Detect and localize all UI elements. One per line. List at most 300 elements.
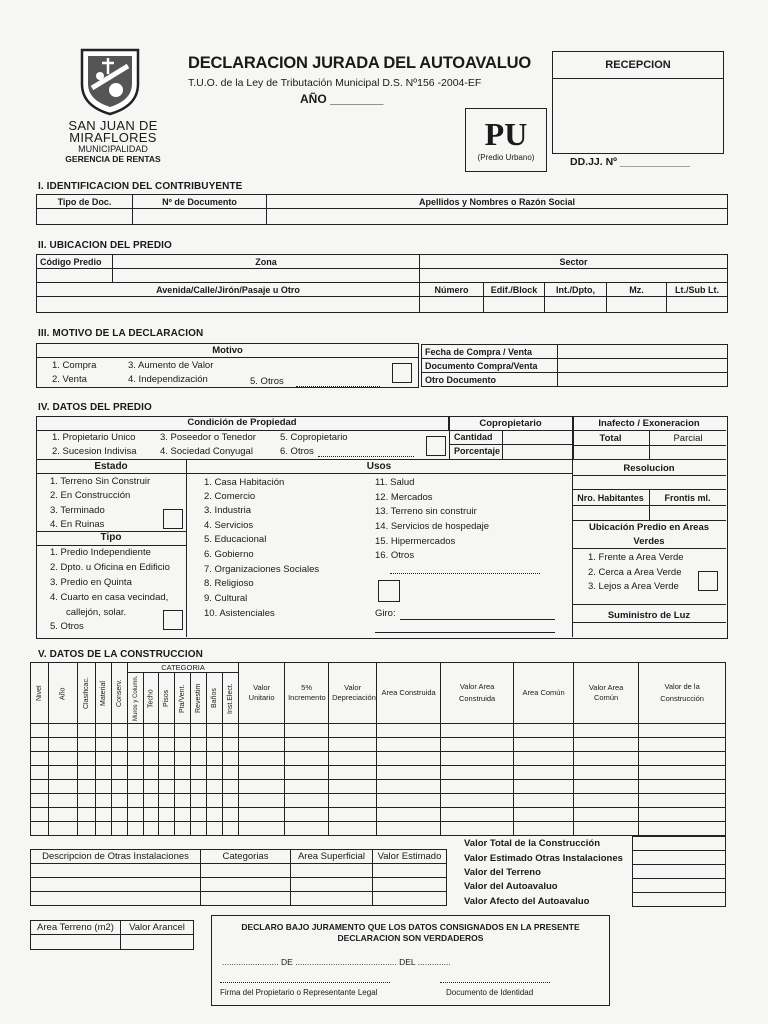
- pu-description: (Predio Urbano): [477, 153, 535, 162]
- inst-header: Inst.Elect.: [223, 673, 239, 724]
- construction-cell[interactable]: [49, 752, 78, 766]
- construction-cell[interactable]: [78, 794, 96, 808]
- ddjj-number[interactable]: DD.JJ. Nº ____________: [570, 156, 691, 168]
- construction-cell[interactable]: [207, 766, 223, 780]
- construction-cell[interactable]: [31, 794, 49, 808]
- zona-input[interactable]: [113, 269, 420, 283]
- construction-cell[interactable]: [49, 808, 78, 822]
- construction-cell[interactable]: [377, 794, 441, 808]
- oi-input[interactable]: [291, 878, 373, 892]
- table-row: [31, 752, 726, 766]
- construction-cell[interactable]: [175, 738, 191, 752]
- fecha-label: Fecha de Compra / Venta: [422, 345, 558, 359]
- cod-predio-input[interactable]: [37, 269, 113, 283]
- construction-cell[interactable]: [207, 780, 223, 794]
- construction-cell[interactable]: [112, 794, 128, 808]
- pisos-header: Pisos: [159, 673, 175, 724]
- construction-cell[interactable]: [514, 766, 574, 780]
- construction-cell[interactable]: [159, 766, 175, 780]
- int-input[interactable]: [545, 297, 607, 313]
- construction-cell[interactable]: [191, 752, 207, 766]
- total-otras-input[interactable]: [633, 851, 726, 865]
- declaration-text-2: DECLARACION SON VERDADEROS: [337, 933, 484, 943]
- construction-cell[interactable]: [441, 724, 514, 738]
- construction-cell[interactable]: [239, 822, 285, 836]
- construction-cell[interactable]: [175, 780, 191, 794]
- construction-cell[interactable]: [78, 822, 96, 836]
- construction-cell[interactable]: [574, 780, 639, 794]
- construction-cell[interactable]: [175, 794, 191, 808]
- construction-cell[interactable]: [514, 794, 574, 808]
- table-row: [31, 738, 726, 752]
- logo-line-4: GERENCIA DE RENTAS: [65, 154, 161, 164]
- construction-cell[interactable]: [223, 752, 239, 766]
- land-table: [30, 920, 194, 950]
- pu-box: [465, 108, 547, 172]
- numero-input[interactable]: [420, 297, 484, 313]
- construction-cell[interactable]: [128, 808, 144, 822]
- usos-option-2: 2. Comercio: [204, 491, 256, 502]
- mz-header: Mz.: [607, 283, 667, 297]
- tipo-option-1: 1. Predio Independiente: [50, 547, 151, 558]
- construction-cell[interactable]: [159, 808, 175, 822]
- construction-cell[interactable]: [49, 794, 78, 808]
- construction-cell[interactable]: [31, 752, 49, 766]
- construction-cell[interactable]: [159, 794, 175, 808]
- construction-cell[interactable]: [144, 808, 159, 822]
- construction-cell[interactable]: [514, 780, 574, 794]
- construction-cell[interactable]: [639, 822, 726, 836]
- construction-cell[interactable]: [191, 794, 207, 808]
- condicion-option-3: 3. Poseedor o Tenedor: [160, 432, 256, 443]
- usos-option-5: 5. Educacional: [204, 534, 267, 545]
- total-autoavaluo-input[interactable]: [633, 879, 726, 893]
- muros-header: Muros y Column.: [128, 673, 144, 724]
- area-terreno-input[interactable]: [31, 935, 121, 950]
- construction-cell[interactable]: [128, 780, 144, 794]
- construction-cell[interactable]: [441, 752, 514, 766]
- construction-cell[interactable]: [239, 794, 285, 808]
- construction-cell[interactable]: [175, 808, 191, 822]
- otro-doc-label: Otro Documento: [422, 373, 558, 387]
- construction-cell[interactable]: [239, 766, 285, 780]
- oi-input[interactable]: [373, 864, 447, 878]
- usos-checkbox[interactable]: [378, 580, 400, 602]
- verde-option-2: 2. Cerca a Area Verde: [588, 567, 682, 578]
- avenida-input[interactable]: [37, 297, 420, 313]
- construction-cell[interactable]: [112, 808, 128, 822]
- oi-input[interactable]: [201, 864, 291, 878]
- sector-input[interactable]: [420, 269, 728, 283]
- motivo-checkbox[interactable]: [392, 363, 412, 383]
- construction-cell[interactable]: [285, 780, 329, 794]
- declaration-date-line[interactable]: ........................ DE ........................................... DEL ..............: [222, 957, 451, 967]
- puertas-header: Pta/Vent.: [175, 673, 191, 724]
- construction-cell[interactable]: [329, 752, 377, 766]
- construction-cell[interactable]: [159, 724, 175, 738]
- oi-input[interactable]: [373, 892, 447, 906]
- clasif-header: Clasificac.: [78, 663, 96, 724]
- cantidad-label: Cantidad: [454, 432, 493, 442]
- construction-cell[interactable]: [441, 822, 514, 836]
- estado-checkbox[interactable]: [163, 509, 183, 529]
- total-afecto-input[interactable]: [633, 893, 726, 907]
- construction-cell[interactable]: [285, 808, 329, 822]
- habitantes-input[interactable]: [573, 506, 648, 519]
- construction-cell[interactable]: [207, 822, 223, 836]
- construction-cell[interactable]: [144, 738, 159, 752]
- construction-cell[interactable]: [377, 780, 441, 794]
- construction-cell[interactable]: [329, 794, 377, 808]
- luz-input[interactable]: [573, 623, 725, 636]
- construction-cell[interactable]: [112, 738, 128, 752]
- ubicacion-header-1: Ubicación Predio en Areas: [588, 522, 710, 533]
- reception-label: RECEPCION: [605, 59, 671, 71]
- construction-cell[interactable]: [574, 808, 639, 822]
- construction-cell[interactable]: [329, 808, 377, 822]
- construction-cell[interactable]: [31, 738, 49, 752]
- usos-option-6: 6. Gobierno: [204, 549, 254, 560]
- doc-type-header: Tipo de Doc.: [37, 195, 133, 209]
- construction-cell[interactable]: [514, 738, 574, 752]
- construction-cell[interactable]: [639, 766, 726, 780]
- usos-option-13: 13. Terreno sin construir: [375, 506, 477, 517]
- usos-option-1: 1. Casa Habitación: [204, 477, 285, 488]
- construction-cell[interactable]: [191, 738, 207, 752]
- construction-cell[interactable]: [96, 738, 112, 752]
- construction-cell[interactable]: [574, 752, 639, 766]
- valor-area-construida-header: Valor Area Construida: [441, 663, 514, 724]
- construction-cell[interactable]: [96, 724, 112, 738]
- verde-checkbox[interactable]: [698, 571, 718, 591]
- construction-cell[interactable]: [175, 766, 191, 780]
- construction-cell[interactable]: [112, 780, 128, 794]
- incremento-header: 5% Incremento: [285, 663, 329, 724]
- doc-number-header: Nº de Documento: [133, 195, 267, 209]
- reception-box: [552, 51, 724, 154]
- resolucion-input[interactable]: [573, 476, 725, 488]
- construction-cell[interactable]: [96, 822, 112, 836]
- construction-cell[interactable]: [159, 738, 175, 752]
- construction-cell[interactable]: [207, 738, 223, 752]
- construction-cell[interactable]: [441, 780, 514, 794]
- construction-cell[interactable]: [78, 724, 96, 738]
- construction-cell[interactable]: [574, 724, 639, 738]
- construction-cell[interactable]: [49, 766, 78, 780]
- motivo-header: Motivo: [37, 344, 418, 358]
- giro-input[interactable]: [400, 619, 555, 620]
- construction-cell[interactable]: [377, 808, 441, 822]
- tipo-header: Tipo: [100, 532, 122, 543]
- porcentaje-input[interactable]: [503, 445, 571, 458]
- construction-cell[interactable]: [49, 780, 78, 794]
- usos-option-12: 12. Mercados: [375, 492, 433, 503]
- total-construccion-label: Valor Total de la Construcción: [464, 838, 601, 849]
- construction-cell[interactable]: [285, 766, 329, 780]
- construction-cell[interactable]: [639, 752, 726, 766]
- usos-option-15: 15. Hipermercados: [375, 536, 456, 547]
- usos-option-7: 7. Organizaciones Sociales: [204, 564, 320, 575]
- construction-cell[interactable]: [112, 724, 128, 738]
- construction-cell[interactable]: [159, 822, 175, 836]
- motivo-option-2: 2. Venta: [52, 374, 87, 385]
- construction-cell[interactable]: [159, 780, 175, 794]
- construction-cell[interactable]: [441, 794, 514, 808]
- porcentaje-label: Porcentaje: [454, 446, 501, 456]
- construction-cell[interactable]: [223, 822, 239, 836]
- usos-option-8: 8. Religioso: [204, 578, 254, 589]
- construction-cell[interactable]: [49, 822, 78, 836]
- construction-cell[interactable]: [31, 724, 49, 738]
- construction-cell[interactable]: [514, 808, 574, 822]
- construction-cell[interactable]: [31, 808, 49, 822]
- construction-cell[interactable]: [441, 766, 514, 780]
- oi-input[interactable]: [291, 864, 373, 878]
- estado-option-4: 4. En Ruinas: [50, 519, 105, 530]
- nivel-header: Nivel: [31, 663, 49, 724]
- construction-cell[interactable]: [207, 752, 223, 766]
- categoria-header: CATEGORIA: [128, 663, 239, 673]
- logo-line-3: MUNICIPALIDAD: [78, 144, 148, 154]
- year-field[interactable]: AÑO ________: [300, 92, 384, 106]
- construction-cell[interactable]: [223, 724, 239, 738]
- construction-cell[interactable]: [377, 752, 441, 766]
- cantidad-input[interactable]: [503, 431, 571, 443]
- construction-cell[interactable]: [96, 780, 112, 794]
- condicion-option-5: 5. Copropietario: [280, 432, 348, 443]
- condicion-option-2: 2. Sucesion Indivisa: [52, 446, 137, 457]
- construction-cell[interactable]: [78, 738, 96, 752]
- valor-construccion-header: Valor de la Construcción: [639, 663, 726, 724]
- construction-cell[interactable]: [112, 822, 128, 836]
- construction-cell[interactable]: [239, 752, 285, 766]
- construction-cell[interactable]: [639, 780, 726, 794]
- motivo-option-5: 5. Otros: [250, 376, 284, 387]
- mz-input[interactable]: [607, 297, 667, 313]
- usos-option-4: 4. Servicios: [204, 520, 254, 531]
- oi-desc-header: Descripcion de Otras Instalaciones: [31, 850, 201, 864]
- construction-cell[interactable]: [377, 822, 441, 836]
- construction-cell[interactable]: [128, 724, 144, 738]
- construction-cell[interactable]: [377, 766, 441, 780]
- construction-cell[interactable]: [639, 808, 726, 822]
- construction-cell[interactable]: [285, 724, 329, 738]
- construction-cell[interactable]: [574, 738, 639, 752]
- area-terreno-header: Area Terreno (m2): [31, 921, 121, 935]
- edif-header: Edif./Block: [484, 283, 545, 297]
- zona-header: Zona: [113, 255, 420, 269]
- construction-cell[interactable]: [329, 724, 377, 738]
- construction-cell[interactable]: [144, 724, 159, 738]
- construction-cell[interactable]: [514, 822, 574, 836]
- construction-cell[interactable]: [377, 738, 441, 752]
- condicion-checkbox[interactable]: [426, 436, 446, 456]
- frontis-label: Frontis ml.: [664, 493, 711, 503]
- construction-cell[interactable]: [78, 766, 96, 780]
- total-input[interactable]: [573, 446, 648, 458]
- frontis-input[interactable]: [650, 506, 725, 519]
- fecha-input[interactable]: [558, 345, 728, 359]
- construction-cell[interactable]: [128, 822, 144, 836]
- construction-cell[interactable]: [144, 752, 159, 766]
- construction-cell[interactable]: [49, 724, 78, 738]
- construction-cell[interactable]: [285, 752, 329, 766]
- construction-cell[interactable]: [514, 752, 574, 766]
- construction-cell[interactable]: [574, 766, 639, 780]
- construction-cell[interactable]: [175, 724, 191, 738]
- area-comun-header: Area Común: [514, 663, 574, 724]
- construction-cell[interactable]: [239, 808, 285, 822]
- construction-cell[interactable]: [78, 808, 96, 822]
- construction-cell[interactable]: [159, 752, 175, 766]
- form-subtitle: T.U.O. de la Ley de Tributación Municipal D.S. Nº156 -2004-EF: [188, 77, 482, 89]
- table-row: [31, 794, 726, 808]
- construction-cell[interactable]: [191, 822, 207, 836]
- construction-cell[interactable]: [239, 738, 285, 752]
- oi-input[interactable]: [31, 878, 201, 892]
- construction-cell[interactable]: [441, 808, 514, 822]
- section-4-title: IV. DATOS DEL PREDIO: [38, 402, 152, 413]
- oi-input[interactable]: [291, 892, 373, 906]
- construction-cell[interactable]: [191, 724, 207, 738]
- construction-cell[interactable]: [574, 822, 639, 836]
- construction-cell[interactable]: [223, 780, 239, 794]
- construction-cell[interactable]: [329, 780, 377, 794]
- section-5-title: V. DATOS DE LA CONSTRUCCION: [38, 649, 203, 660]
- total-autoavaluo-label: Valor del Autoavaluo: [464, 881, 558, 892]
- other-installations-table: [30, 849, 447, 906]
- oi-input[interactable]: [31, 892, 201, 906]
- construction-cell[interactable]: [144, 794, 159, 808]
- doc-type-input[interactable]: [37, 209, 133, 225]
- construction-cell[interactable]: [441, 738, 514, 752]
- construction-cell[interactable]: [144, 780, 159, 794]
- construction-cell[interactable]: [49, 738, 78, 752]
- construction-cell[interactable]: [144, 822, 159, 836]
- form-title: DECLARACION JURADA DEL AUTOAVALUO: [188, 54, 531, 72]
- doc-number-input[interactable]: [133, 209, 267, 225]
- motivo-option-4: 4. Independización: [128, 374, 208, 385]
- construction-cell[interactable]: [128, 738, 144, 752]
- construction-cell[interactable]: [377, 724, 441, 738]
- oi-input[interactable]: [201, 878, 291, 892]
- construction-cell[interactable]: [175, 752, 191, 766]
- revest-header: Revestim: [191, 673, 207, 724]
- construction-cell[interactable]: [207, 808, 223, 822]
- construction-cell[interactable]: [207, 794, 223, 808]
- construction-cell[interactable]: [514, 724, 574, 738]
- oi-val-header: Valor Estimado: [373, 850, 447, 864]
- cod-predio-header: Código Predio: [37, 255, 113, 269]
- verde-option-3: 3. Lejos a Area Verde: [588, 581, 679, 592]
- construction-cell[interactable]: [78, 780, 96, 794]
- total-label: Total: [599, 433, 622, 444]
- anio-header: Año: [49, 663, 78, 724]
- oi-input[interactable]: [31, 864, 201, 878]
- construction-cell[interactable]: [96, 794, 112, 808]
- construction-cell[interactable]: [96, 766, 112, 780]
- section-3-title: III. MOTIVO DE LA DECLARACION: [38, 328, 204, 339]
- construction-cell[interactable]: [78, 752, 96, 766]
- construction-cell[interactable]: [96, 752, 112, 766]
- construction-cell[interactable]: [128, 794, 144, 808]
- construction-cell[interactable]: [223, 794, 239, 808]
- construction-cell[interactable]: [31, 780, 49, 794]
- construction-cell[interactable]: [128, 766, 144, 780]
- construction-cell[interactable]: [112, 752, 128, 766]
- total-terreno-input[interactable]: [633, 865, 726, 879]
- construction-cell[interactable]: [191, 808, 207, 822]
- construction-cell[interactable]: [191, 780, 207, 794]
- construction-cell[interactable]: [639, 794, 726, 808]
- construction-cell[interactable]: [191, 766, 207, 780]
- construction-cell[interactable]: [639, 724, 726, 738]
- construction-cell[interactable]: [574, 794, 639, 808]
- oi-input[interactable]: [373, 878, 447, 892]
- construction-cell[interactable]: [112, 766, 128, 780]
- usos-option-14: 14. Servicios de hospedaje: [375, 521, 490, 532]
- construction-cell[interactable]: [207, 724, 223, 738]
- techo-header: Techo: [144, 673, 159, 724]
- table-row: [31, 724, 726, 738]
- construction-cell[interactable]: [31, 766, 49, 780]
- construction-cell[interactable]: [128, 752, 144, 766]
- edif-input[interactable]: [484, 297, 545, 313]
- oi-input[interactable]: [201, 892, 291, 906]
- oi-area-header: Area Superficial: [291, 850, 373, 864]
- int-header: Int./Dpto,: [545, 283, 607, 297]
- habitantes-label: Nro. Habitantes: [577, 493, 644, 503]
- construction-cell[interactable]: [223, 808, 239, 822]
- luz-label: Suministro de Luz: [607, 610, 691, 621]
- lt-input[interactable]: [667, 297, 728, 313]
- construction-cell[interactable]: [329, 766, 377, 780]
- construction-cell[interactable]: [239, 780, 285, 794]
- construction-cell[interactable]: [223, 766, 239, 780]
- doc-compra-input[interactable]: [558, 359, 728, 373]
- name-input[interactable]: [267, 209, 728, 225]
- total-afecto-label: Valor Afecto del Autoavaluo: [464, 896, 590, 907]
- total-otras-label: Valor Estimado Otras Instalaciones: [464, 853, 623, 864]
- parcial-label: Parcial: [673, 433, 703, 444]
- construction-cell[interactable]: [96, 808, 112, 822]
- construction-cell[interactable]: [239, 724, 285, 738]
- declaration-box: [211, 915, 610, 1006]
- valor-arancel-input[interactable]: [121, 935, 194, 950]
- construction-cell[interactable]: [639, 738, 726, 752]
- construction-cell[interactable]: [285, 738, 329, 752]
- construction-cell[interactable]: [285, 794, 329, 808]
- usos-option-16: 16. Otros: [375, 550, 415, 561]
- contributor-table: [36, 194, 728, 225]
- purchase-table: [421, 344, 728, 387]
- tipo-option-4a: 4. Cuarto en casa vecindad,: [50, 592, 169, 603]
- tipo-checkbox[interactable]: [163, 610, 183, 630]
- otro-doc-input[interactable]: [558, 373, 728, 387]
- parcial-input[interactable]: [650, 446, 725, 458]
- municipal-logo: [78, 44, 142, 116]
- construction-cell[interactable]: [31, 822, 49, 836]
- construction-cell[interactable]: [329, 738, 377, 752]
- construction-cell[interactable]: [175, 822, 191, 836]
- construction-cell[interactable]: [285, 822, 329, 836]
- usos-option-9: 9. Cultural: [204, 593, 248, 604]
- construction-cell[interactable]: [223, 738, 239, 752]
- total-construccion-input[interactable]: [633, 837, 726, 851]
- construction-cell[interactable]: [329, 822, 377, 836]
- usos-header: Usos: [366, 461, 392, 472]
- construction-cell[interactable]: [144, 766, 159, 780]
